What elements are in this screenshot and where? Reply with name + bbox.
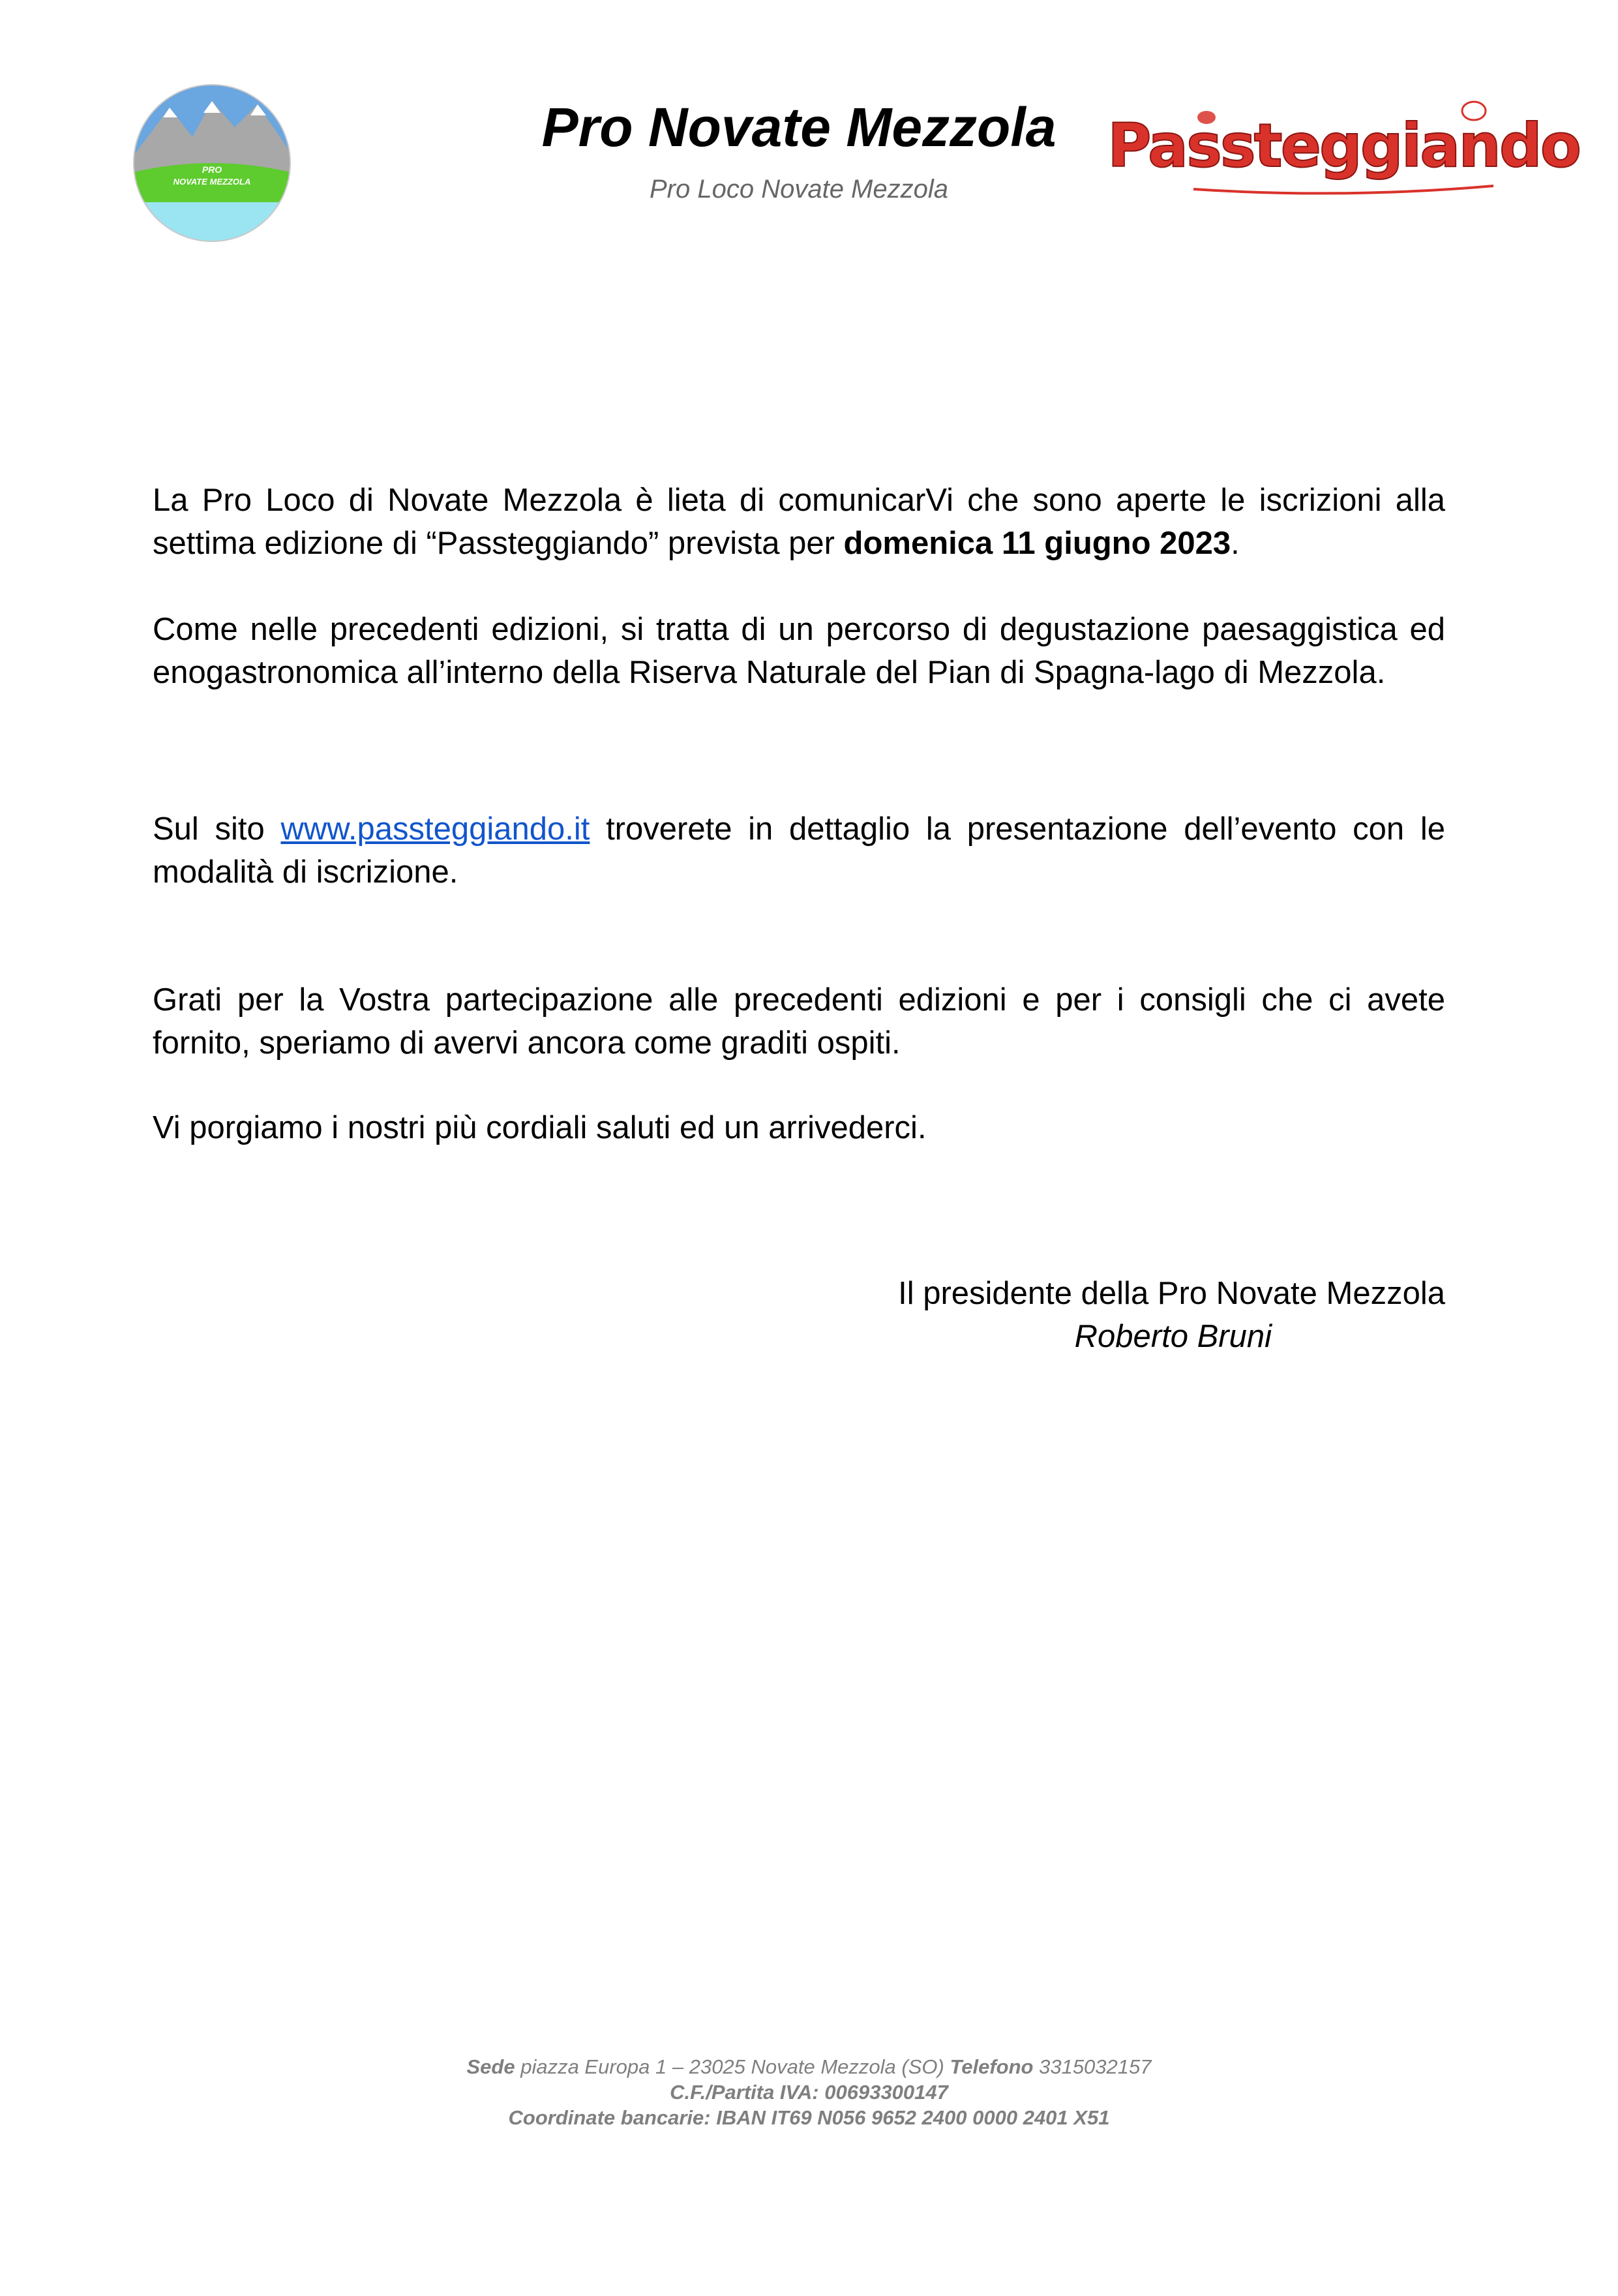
paragraph-greetings: Vi porgiamo i nostri più cordiali saluti ed un arrivederci. [153,1110,927,1145]
paragraph-website [153,808,1445,894]
paragraph-announcement [153,479,1445,565]
website-outro: troverete in dettaglio la presentazione dell’evento con le modalità di iscrizione. [153,811,1445,890]
footer-vat: C.F./Partita IVA: 00693300147 [670,2081,948,2104]
logo-text-name: NOVATE MEZZOLA [173,177,251,187]
page-subtitle: Pro Loco Novate Mezzola [649,175,948,204]
footer-bank: Coordinate bancarie: IBAN IT69 N056 9652 2400 0000 2401 X51 [508,2106,1110,2129]
logo-text-pro: PRO [202,164,222,175]
passteggiando-logo-text: Passteggiando [1107,111,1580,181]
website-link[interactable]: www.passteggiando.it [280,811,590,847]
pro-novate-mezzola-logo [130,82,293,245]
page-title: Pro Novate Mezzola [541,97,1056,158]
signature-name: Roberto Bruni [1074,1319,1272,1354]
footer-phone-label: Telefono [950,2055,1034,2078]
website-intro: Sul sito [153,811,281,847]
event-date: domenica 11 giugno 2023 [843,526,1231,561]
footer-sede-label: Sede [466,2055,515,2078]
paragraph-thanks: Grati per la Vostra partecipazione alle precedenti edizioni e per i consigli che ci avete fornito, speriamo di avervi ancora come graditi ospiti. [153,982,1445,1061]
footer-address [261,2055,1357,2079]
announcement-end: . [1231,526,1240,561]
footer-phone-number: 3315032157 [1033,2055,1152,2078]
signature-role: Il presidente della Pro Novate Mezzola [898,1276,1445,1311]
footer-address-text: piazza Europa 1 – 23025 Novate Mezzola (SO) [515,2055,950,2078]
announcement-text: La Pro Loco di Novate Mezzola è lieta di comunicarVi che sono aperte le iscrizioni alla settima edizione di “Passteggiando” prevista per [153,483,1445,561]
paragraph-description: Come nelle precedenti edizioni, si tratta di un percorso di degustazione paesaggistica ed enogastronomica all’interno della Riserva Naturale del Pian di Spagna-lago di Mezzola. [153,612,1445,690]
passteggiando-logo [1107,91,1580,202]
